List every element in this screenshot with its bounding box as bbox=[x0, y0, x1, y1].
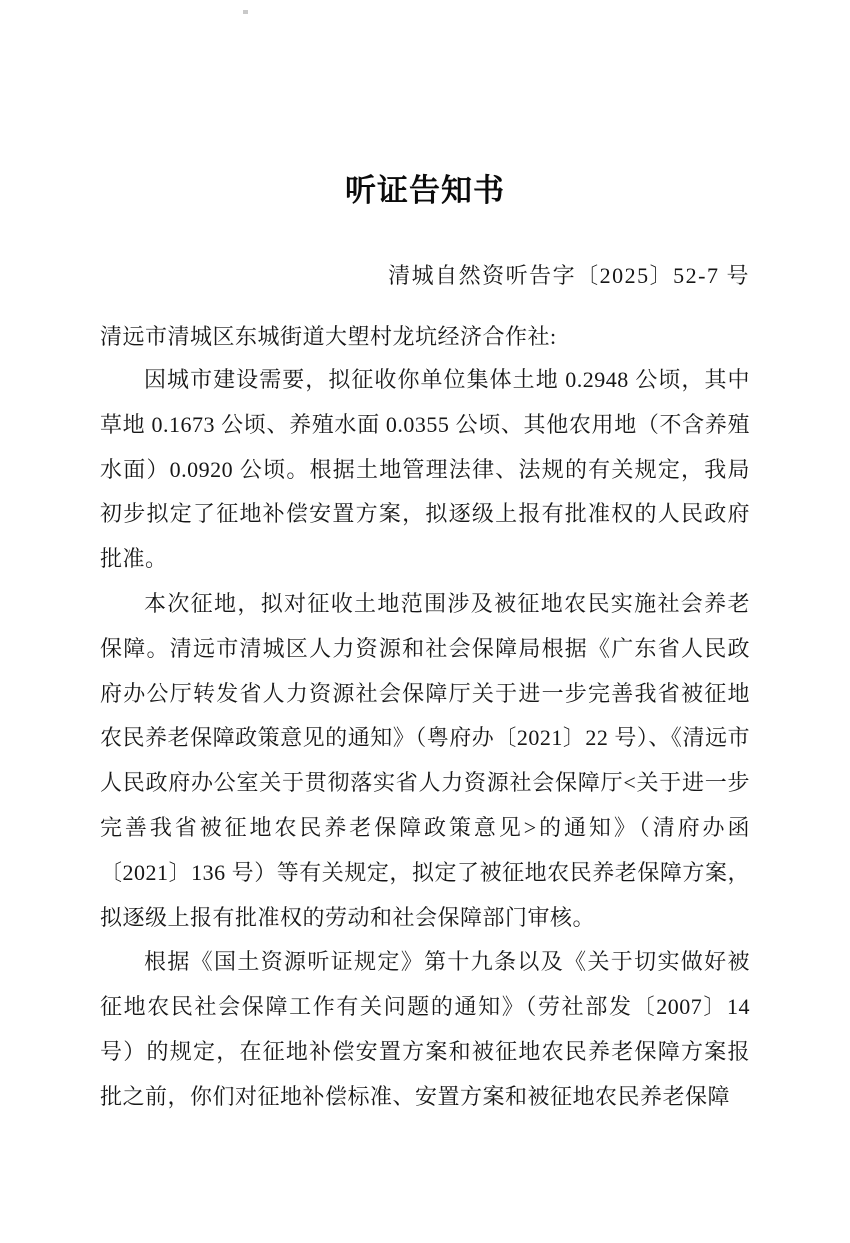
scan-artifact bbox=[243, 10, 248, 14]
document-body bbox=[100, 358, 750, 1120]
addressee-line: 清远市清城区东城街道大塱村龙坑经济合作社: bbox=[100, 324, 557, 349]
paragraph-land-expropriation: 因城市建设需要，拟征收你单位集体土地 0.2948 公顷，其中草地 0.1673 公顷、养殖水面 0.0355 公顷、其他农用地（不含养殖水面）0.0920 公顷。根据土地管理法律、法规的有关规定，我局初步拟定了征地补偿安置方案，拟逐级上报有批准权的人民政府批准。 bbox=[100, 367, 750, 572]
document-number: 清城自然资听告字〔2025〕52-7 号 bbox=[388, 263, 750, 288]
document-title: 听证告知书 bbox=[345, 173, 505, 208]
paragraph-social-security-plan: 本次征地，拟对征收土地范围涉及被征地农民实施社会养老保障。清远市清城区人力资源和社会保障局根据《广东省人民政府办公厅转发省人力资源社会保障厅关于进一步完善我省被征地农民养老保障政策意见的通知》（粤府办〔2021〕22 号）、《清远市人民政府办公室关于贯彻落实省人力资源社会保障厅<关于进一步完善我省被征地农民养老保障政策意见>的通知》（清府办函〔2021〕136 号）等有关规定，拟定了被征地农民养老保障方案，拟逐级上报有批准权的劳动和社会保障部门审核。 bbox=[100, 590, 750, 930]
paragraph-hearing-rights: 根据《国土资源听证规定》第十九条以及《关于切实做好被征地农民社会保障工作有关问题的通知》（劳社部发〔2007〕14 号）的规定，在征地补偿安置方案和被征地农民养老保障方案报批之前，你们对征地补偿标准、安置方案和被征地农民养老保障 bbox=[100, 949, 750, 1109]
